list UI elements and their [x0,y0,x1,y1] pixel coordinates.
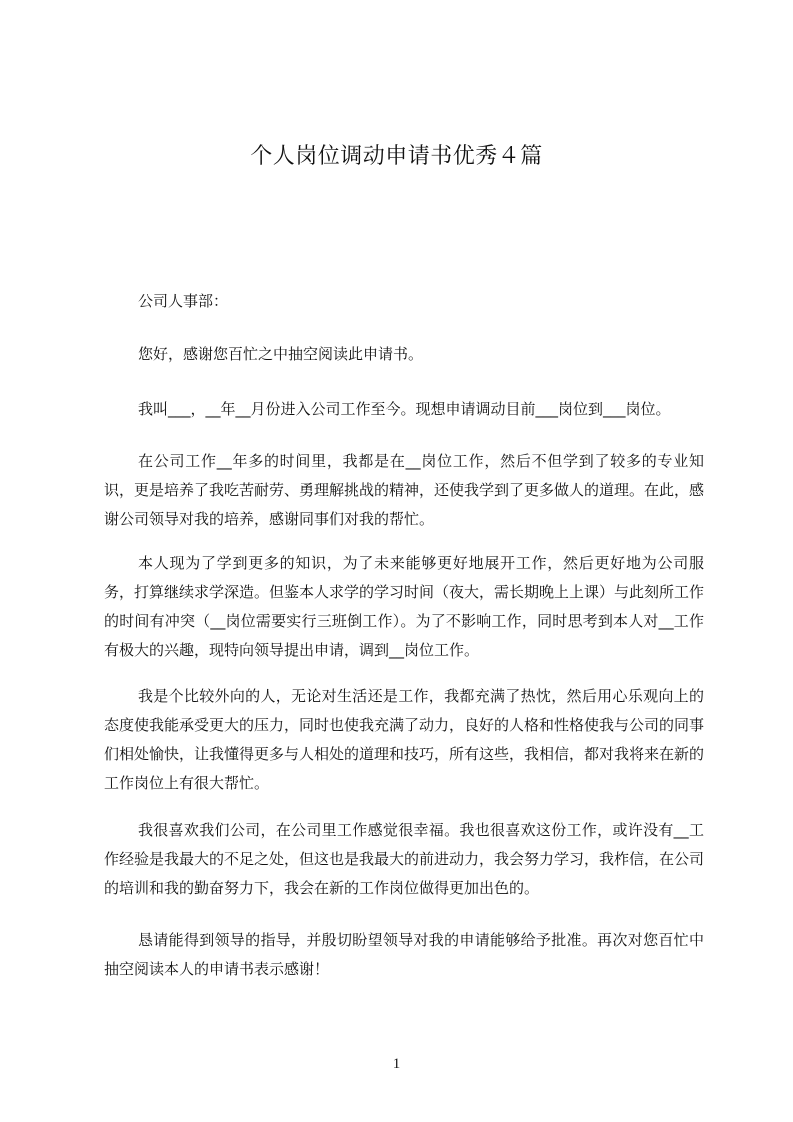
greeting-paragraph: 您好，感谢您百忙之中抽空阅读此申请书。 [138,345,424,363]
page-number: 1 [392,1056,401,1072]
closing-paragraph: 恳请能得到领导的指导，并殷切盼望领导对我的申请能够给予批准。再次对您百忙中抽空阅读本人的申请书表示感谢！ [104,931,704,978]
salutation: 公司人事部： [138,292,229,310]
commitment-paragraph: 我很喜欢我们公司，在公司里工作感觉很幸福。我也很喜欢这份工作，或许没有__工作经验是我最大的不足之处，但这也是我最大的前进动力，我会努力学习，我柞信，在公司的培训和我的勤奋努力下，我会在新的工作岗位做得更加出色的。 [104,821,705,897]
document-title: 个人岗位调动申请书优秀４篇 [250,144,543,169]
personality-paragraph: 我是个比较外向的人，无论对生活还是工作，我都充满了热忱，然后用心乐观向上的态度使我能承受更大的压力，同时也使我充满了动力，良好的人格和性格使我与公司的同事们相处愉快，让我懂得更多与人相处的道理和技巧，所有这些，我相信，都对我将来在新的工作岗位上有很大帮忙。 [104,687,705,792]
introduction-paragraph: 我叫___，__年__月份进入公司工作至今。现想申请调动目前___岗位到___岗位。 [138,400,671,418]
work-experience-paragraph: 在公司工作__年多的时间里，我都是在__岗位工作，然后不但学到了较多的专业知识，更是培养了我吃苦耐劳、勇理解挑战的精神，还使我学到了更多做人的道理。在此，感谢公司领导对我的培养，感谢同事们对我的帮忙。 [104,452,705,528]
reason-paragraph: 本人现为了学到更多的知识，为了未来能够更好地展开工作，然后更好地为公司服务，打算继续求学深造。但鉴本人求学的学习时间（夜大，需长期晚上上课）与此刻所工作的时间有冲突（__岗位需要实行三班倒工作）。为了不影响工作，同时思考到本人对__工作有极大的兴趣，现特向领导提出申请，调到__岗位工作。 [104,554,705,659]
